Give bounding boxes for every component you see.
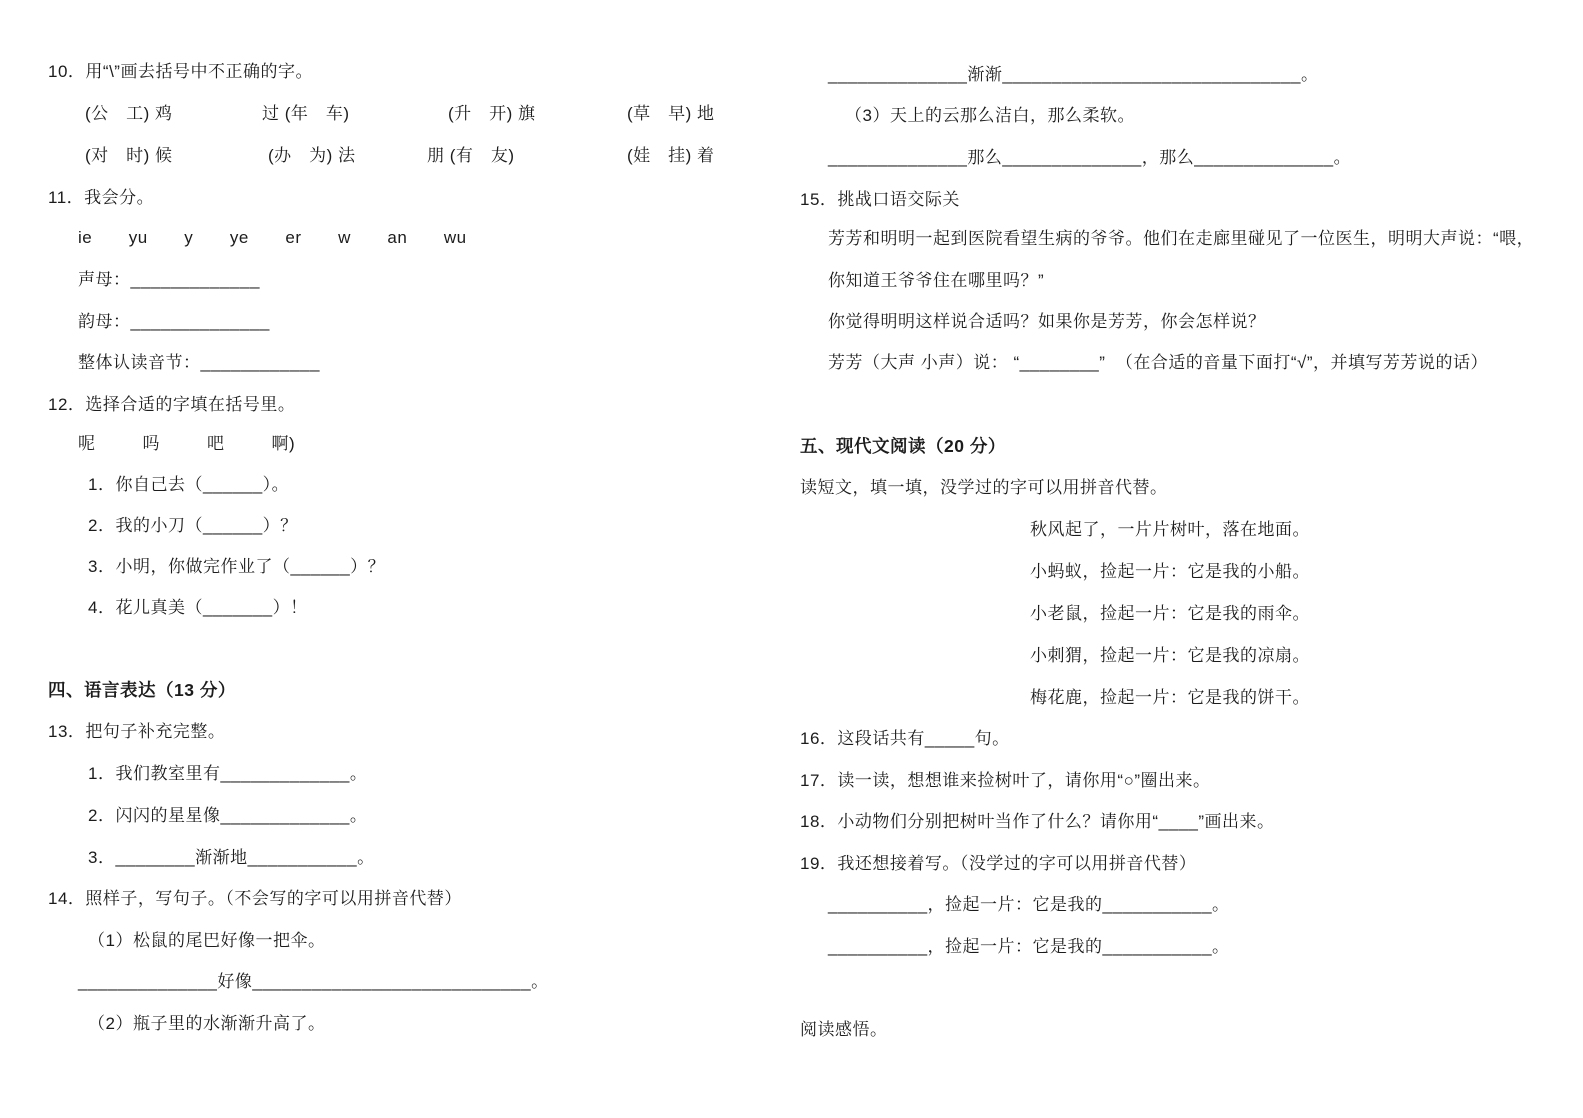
q14-blank-2: ______________渐渐______________________________。 [828,65,1319,84]
poem-line-2: 小蚂蚁，捡起一片：它是我的小船。 [1030,562,1310,581]
q10-title: 10．用“\”画去括号中不正确的字。 [48,62,313,81]
q11-yunmu-blank: 韵母：______________ [78,312,270,331]
q14-blank-1: ______________好像____________________________。 [78,972,549,991]
reading-note: 阅读感悟。 [800,1020,888,1039]
q11-zhengti-blank: 整体认读音节：____________ [78,353,320,372]
q10-pair-3: (升 开) 旗 [448,104,536,123]
q11-pinyin-row: ie yu y ye er w an wu [78,228,467,247]
q10-pair-8: (娃 挂) 着 [627,146,715,165]
q11-shengmu-blank: 声母：_____________ [78,270,260,289]
q15-title: 15．挑战口语交际关 [800,190,960,209]
q13-item-1: 1．我们教室里有_____________。 [88,764,368,783]
q12-item-1: 1．你自己去（______）。 [88,475,290,494]
q19-blank-2: __________，捡起一片：它是我的___________。 [828,937,1230,956]
q12-item-4: 4．花儿真美（_______）！ [88,598,308,617]
q13-title: 13．把句子补充完整。 [48,722,226,741]
q10-pair-4: (草 早) 地 [627,104,715,123]
q18-title: 18．小动物们分别把树叶当作了什么？请你用“____”画出来。 [800,812,1275,831]
q12-options: 呢 吗 吧 啊) [78,434,296,453]
q15-paragraph-4: 芳芳（大声 小声）说： “________” （在合适的音量下面打“√”，并填写芳芳说的话） [828,353,1489,372]
poem-line-1: 秋风起了，一片片树叶，落在地面。 [1030,520,1310,539]
q10-pair-2: 过 (年 车) [262,104,350,123]
q19-blank-1: __________，捡起一片：它是我的___________。 [828,895,1230,914]
q14-title: 14．照样子，写句子。（不会写的字可以用拼音代替） [48,889,462,908]
q14-blank-3: ______________那么______________，那么______________。 [828,148,1352,167]
poem-line-5: 梅花鹿，捡起一片：它是我的饼干。 [1030,688,1310,707]
q12-item-3: 3．小明，你做完作业了（______）？ [88,557,386,576]
q12-item-2: 2．我的小刀（______）？ [88,516,298,535]
poem-line-4: 小刺猬，捡起一片：它是我的凉扇。 [1030,646,1310,665]
q14-example-3: （3）天上的云那么洁白，那么柔软。 [845,106,1135,125]
q15-paragraph-1: 芳芳和明明一起到医院看望生病的爷爷。他们在走廊里碰见了一位医生，明明大声说：“喂， [828,229,1535,248]
section-4-heading: 四、语言表达（13 分） [48,680,236,700]
poem-line-3: 小老鼠，捡起一片：它是我的雨伞。 [1030,604,1310,623]
q13-item-3: 3．________渐渐地___________。 [88,848,375,867]
q14-example-1: （1）松鼠的尾巴好像一把伞。 [88,931,326,950]
q19-title: 19．我还想接着写。（没学过的字可以用拼音代替） [800,854,1197,873]
q12-title: 12．选择合适的字填在括号里。 [48,395,296,414]
q17-title: 17．读一读，想想谁来捡树叶了，请你用“○”圈出来。 [800,771,1211,790]
q16-title: 16．这段话共有_____句。 [800,729,1010,748]
q13-item-2: 2．闪闪的星星像_____________。 [88,806,368,825]
q10-pair-1: (公 工) 鸡 [85,104,173,123]
q14-example-2: （2）瓶子里的水渐渐升高了。 [88,1014,326,1033]
q15-paragraph-2: 你知道王爷爷住在哪里吗？” [828,271,1045,290]
section-5-heading: 五、现代文阅读（20 分） [800,436,1006,456]
q11-title: 11．我会分。 [48,188,155,207]
q10-pair-7: 朋 (有 友) [427,146,515,165]
q15-paragraph-3: 你觉得明明这样说合适吗？如果你是芳芳，你会怎样说？ [828,312,1266,331]
q10-pair-6: (办 为) 法 [268,146,356,165]
q10-pair-5: (对 时) 候 [85,146,173,165]
reading-intro: 读短文，填一填，没学过的字可以用拼音代替。 [800,478,1168,497]
